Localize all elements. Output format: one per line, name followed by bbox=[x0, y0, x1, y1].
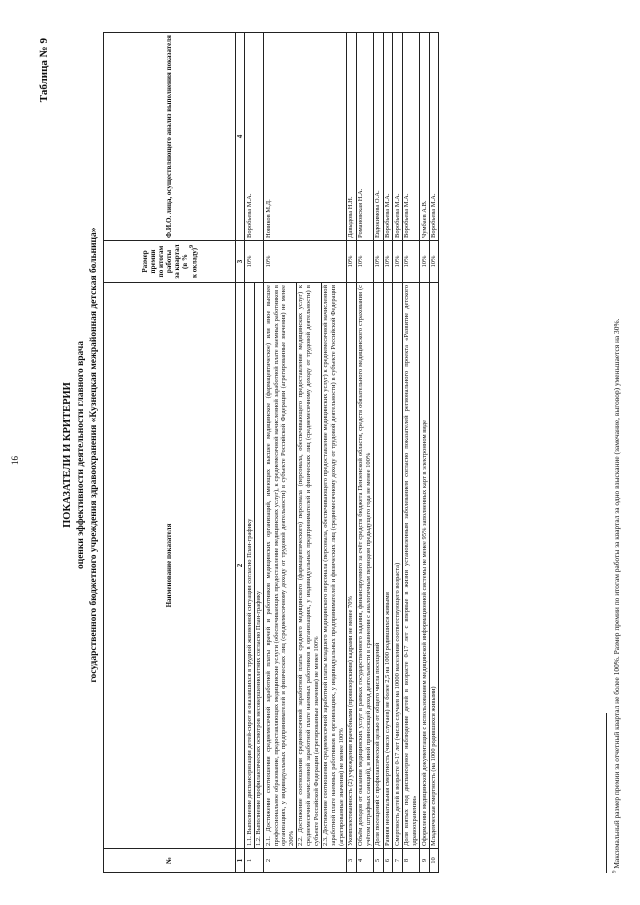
table-row bbox=[356, 33, 373, 873]
row-number: 3 bbox=[346, 849, 356, 873]
table-row bbox=[264, 33, 297, 873]
responsible-person: Евдокимова О.А. bbox=[373, 33, 383, 241]
column-index: 2 bbox=[236, 283, 245, 849]
premium-value: 10% bbox=[346, 241, 356, 283]
indicator-text: 2.3. Достижение соотношения среднемесячной заработной платы младшего медицинского персонала (персонала, обеспечивающего предоставление медицинских услуг) к среднемесячной начисленной заработной плате наемных работников в организациях, у индивидуальных предпринимателей и физических лиц (среднемесячному доходу от трудовой деятельности) в субъекте Российской Федерации (агрегированные значения) не менее 100% bbox=[321, 283, 346, 849]
indicator-text: 1.1. Выполнение диспансеризации детей-сирот и оказавшихся в трудной жизненной ситуации согласно План-графику bbox=[245, 283, 255, 849]
premium-value: 10% bbox=[373, 241, 383, 283]
responsible-person: Воробьева М.А. bbox=[429, 33, 439, 241]
row-number: 8 bbox=[402, 849, 419, 873]
footnote-mark: 9 bbox=[612, 870, 618, 873]
premium-header-line bbox=[189, 243, 198, 280]
responsible-person: Воробьева М.А. bbox=[383, 33, 393, 241]
footnote bbox=[612, 319, 621, 873]
premium-value: 10% bbox=[264, 241, 347, 283]
table-label: Таблица № 9 bbox=[38, 38, 50, 103]
column-header-premium bbox=[104, 241, 236, 283]
premium-header-line: премии bbox=[148, 249, 157, 274]
table-row bbox=[393, 33, 403, 873]
institution-name: государственного бюджетного учреждения здравоохранения «Кузнецкая межрайонная детская больница» bbox=[89, 227, 99, 683]
column-index-row bbox=[236, 33, 245, 873]
premium-value: 10% bbox=[393, 241, 403, 283]
premium-header-line: по итогам bbox=[156, 245, 165, 278]
indicator-text: 1.2. Выполнение профилактических осмотров несовершеннолетних согласно План-графику bbox=[254, 283, 264, 849]
criteria-table bbox=[103, 32, 439, 873]
responsible-person: Новиков М.Д. bbox=[264, 33, 347, 241]
row-number: 1 bbox=[245, 849, 264, 873]
responsible-person: Воробьева М.А. bbox=[402, 33, 419, 241]
indicator-text: Младенческая смертность (на 1000 родившихся живыми) bbox=[429, 283, 439, 849]
table-row bbox=[245, 33, 255, 873]
column-header-responsible-person: Ф.И.О. лица, осуществляющего анализ выполнения показателя bbox=[104, 33, 236, 241]
indicator-text: 2.1. Достижение соотношения среднемесячной заработной платы врачей и работников медицинских организаций, имеющих высшее медицинское (фармацевтическое) или иное высшее профессиональное образование, предоставляющих медицинские услуги (обеспечивающих предоставление медицинских услуг), к среднемесячной начисленной заработной плате наемных работников в организациях, у индивидуальных предпринимателей и физических лиц (среднемесячному доходу от трудовой деятельности) в субъекте Российской Федерации (агрегированные значения) не менее 200% bbox=[264, 283, 297, 849]
footnote-text: Максимальный размер премии за отчетный квартал не более 100%. Размер премии по итогам работы за квартал за одно взыскание (замечание, выговор) уменьшается на 30%. bbox=[612, 318, 621, 869]
premium-value: 10% bbox=[429, 241, 439, 283]
document-subtitle: оценки эффективности деятельности главного врача bbox=[76, 340, 86, 570]
row-number: 10 bbox=[429, 849, 439, 873]
table-row bbox=[373, 33, 383, 873]
column-header-number: № bbox=[104, 849, 236, 873]
table-row bbox=[420, 33, 430, 873]
table-row bbox=[346, 33, 356, 873]
premium-value: 10% bbox=[383, 241, 393, 283]
row-number: 9 bbox=[420, 849, 430, 873]
table-row bbox=[402, 33, 419, 873]
indicator-text: Укомплектованность (2) учреждения врачебными (провизорскими) кадрами не менее 70% bbox=[346, 283, 356, 849]
row-number: 7 bbox=[393, 849, 403, 873]
premium-value: 10% bbox=[356, 241, 373, 283]
column-index: 3 bbox=[236, 241, 245, 283]
row-number: 2 bbox=[264, 849, 347, 873]
premium-value: 10% bbox=[402, 241, 419, 283]
table-row bbox=[429, 33, 439, 873]
responsible-person: Чумбаев А.В. bbox=[420, 33, 430, 241]
premium-header-line: работы bbox=[164, 249, 173, 274]
row-number: 5 bbox=[373, 849, 383, 873]
indicator-text: Смертность детей в возрасте 0-17 лет (число случаев на 10000 населения соответствующего возраста) bbox=[393, 283, 403, 849]
column-index: 4 bbox=[236, 33, 245, 241]
footnote-divider bbox=[606, 713, 607, 873]
indicator-text: Ранняя неонатальная смертность (число случаев) не более 2,5 на 1000 родившихся живыми bbox=[383, 283, 393, 849]
footnote-reference: 9 bbox=[188, 244, 195, 248]
page-number: 16 bbox=[10, 456, 20, 465]
row-number: 6 bbox=[383, 849, 393, 873]
document-title: ПОКАЗАТЕЛИ И КРИТЕРИИ bbox=[62, 382, 73, 528]
column-header-indicator: Наименование показателя bbox=[104, 283, 236, 849]
indicator-text: Оформление медицинской документации с использованием медицинской информационной системы не менее 95% заполненных карт в электронном виде bbox=[420, 283, 430, 849]
responsible-person: Романовская Н.А. bbox=[356, 33, 373, 241]
table-header-row bbox=[104, 33, 236, 873]
indicator-text: Доля посещений с профилактической целью от общего числа посещений bbox=[373, 283, 383, 849]
premium-value: 10% bbox=[245, 241, 264, 283]
column-index: 1 bbox=[236, 849, 245, 873]
responsible-person: Воробьева М.А. bbox=[245, 33, 264, 241]
premium-header-line: Размер bbox=[140, 250, 149, 273]
responsible-person: Воробьева М.А. bbox=[393, 33, 403, 241]
table-row bbox=[383, 33, 393, 873]
indicator-text: 2.2. Достижение соотношения среднемесячной заработной платы среднего медицинского (фармацевтического) персонала (персонала, обеспечивающего предоставление медицинских услуг) к среднемесячной начисленной заработной плате наемных работников в организациях, у индивидуальных предпринимателей и физических лиц (среднемесячному доходу от трудовой деятельности) в субъекте Российской Федерации (агрегированные значения) не менее 100% bbox=[296, 283, 321, 849]
indicator-text: Доля взятых под диспансерное наблюдение детей в возрасте 0-17 лет с впервые в жизни установленным заболеванием согласно показателей регионального проекта «Развитие детского здравоохранения» bbox=[402, 283, 419, 849]
premium-header-line: за квартал bbox=[172, 244, 181, 279]
indicator-text: Объём доходов от оказания медицинских услуг в рамках государственного задания, финансируемого за счёт средств бюджета Пензенской области, средств обязательного медицинского страхования (с учётом штрафных санкций), и иной приносящей доход деятельности в сравнении с аналогичным периодом предыдущего года не менее 100% bbox=[356, 283, 373, 849]
premium-header-line: (в % bbox=[180, 254, 189, 269]
premium-value: 10% bbox=[420, 241, 430, 283]
premium-header-text: к окладу) bbox=[190, 247, 199, 279]
responsible-person: Давыдова Н.Н. bbox=[346, 33, 356, 241]
row-number: 4 bbox=[356, 849, 373, 873]
